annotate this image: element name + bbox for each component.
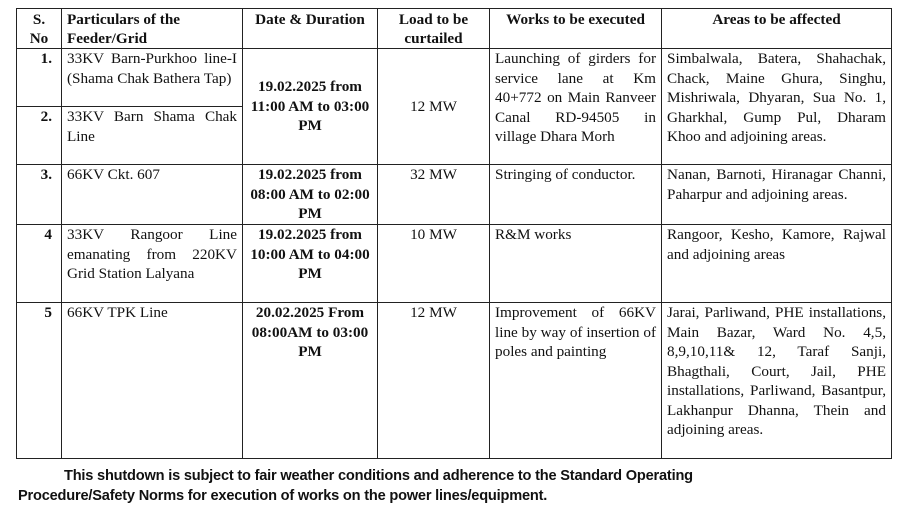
cell-areas: Rangoor, Kesho, Kamore, Rajwal and adjoining areas bbox=[662, 225, 892, 303]
cell-works: Stringing of conductor. bbox=[490, 165, 662, 225]
header-date: Date & Duration bbox=[243, 9, 378, 49]
header-sno: S. No bbox=[17, 9, 62, 49]
cell-particulars: 33KV Barn Shama Chak Line bbox=[62, 107, 243, 165]
shutdown-note bbox=[18, 466, 898, 506]
cell-sno: 4 bbox=[17, 225, 62, 303]
header-particulars: Particulars of the Feeder/Grid bbox=[62, 9, 243, 49]
cell-sno: 1. bbox=[17, 49, 62, 107]
table-row bbox=[17, 225, 892, 303]
cell-load: 12 MW bbox=[378, 49, 490, 165]
table-row bbox=[17, 303, 892, 459]
cell-date: 19.02.2025 from 08:00 AM to 02:00 PM bbox=[243, 165, 378, 225]
cell-date: 19.02.2025 from 11:00 AM to 03:00 PM bbox=[243, 49, 378, 165]
cell-particulars: 66KV TPK Line bbox=[62, 303, 243, 459]
cell-sno: 2. bbox=[17, 107, 62, 165]
table-row bbox=[17, 165, 892, 225]
cell-areas: Jarai, Parliwand, PHE installations, Main Bazar, Ward No. 4,5, 8,9,10,11& 12, Taraf Sanji, Bhagthali, Court, Jail, PHE installations, Parliwand, Basantpur, Lakhanpur Dhanna, Thein and adjoining areas. bbox=[662, 303, 892, 459]
cell-sno: 3. bbox=[17, 165, 62, 225]
cell-works: Launching of girders for service lane at Km 40+772 on Main Ranveer Canal RD-94505 in village Dhara Morh bbox=[490, 49, 662, 165]
shutdown-schedule-table bbox=[16, 8, 892, 459]
header-areas: Areas to be affected bbox=[662, 9, 892, 49]
table-header-row bbox=[17, 9, 892, 49]
table-row bbox=[17, 49, 892, 107]
cell-areas: Nanan, Barnoti, Hiranagar Channi, Paharpur and adjoining areas. bbox=[662, 165, 892, 225]
header-works: Works to be executed bbox=[490, 9, 662, 49]
header-load: Load to be curtailed bbox=[378, 9, 490, 49]
cell-date: 20.02.2025 From 08:00AM to 03:00 PM bbox=[243, 303, 378, 459]
note-line-2: Procedure/Safety Norms for execution of works on the power lines/equipment. bbox=[18, 488, 548, 504]
cell-areas: Simbalwala, Batera, Shahachak, Chack, Maine Ghura, Singhu, Mishriwala, Dhyaran, Sua No. 1, Gharkhal, Gump Pul, Dharam Khoo and adjoining areas. bbox=[662, 49, 892, 165]
cell-particulars: 33KV Barn-Purkhoo line-I (Shama Chak Bathera Tap) bbox=[62, 49, 243, 107]
cell-load: 12 MW bbox=[378, 303, 490, 459]
cell-works: R&M works bbox=[490, 225, 662, 303]
cell-particulars: 33KV Rangoor Line emanating from 220KV Grid Station Lalyana bbox=[62, 225, 243, 303]
cell-sno: 5 bbox=[17, 303, 62, 459]
cell-date: 19.02.2025 from 10:00 AM to 04:00 PM bbox=[243, 225, 378, 303]
cell-particulars: 66KV Ckt. 607 bbox=[62, 165, 243, 225]
cell-load: 10 MW bbox=[378, 225, 490, 303]
cell-load: 32 MW bbox=[378, 165, 490, 225]
note-line-1: This shutdown is subject to fair weather conditions and adherence to the Standard Operating bbox=[64, 468, 693, 484]
cell-works: Improvement of 66KV line by way of insertion of poles and painting bbox=[490, 303, 662, 459]
